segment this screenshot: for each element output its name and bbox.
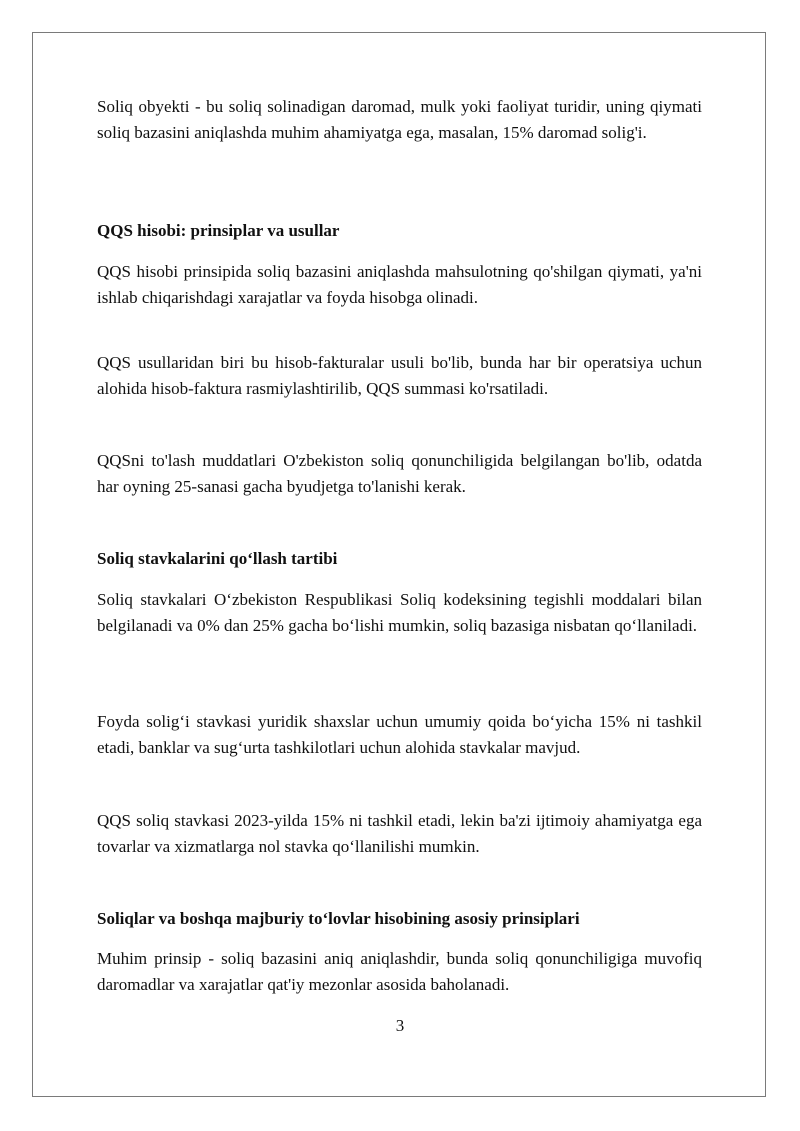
heading-tax-rates: Soliq stavkalarini qo‘llash tartibi bbox=[97, 549, 338, 568]
paragraph-vat-principle: QQS hisobi prinsipida soliq bazasini aniqlashda mahsulotning qo'shilgan qiymati, ya'ni ishlab chiqarishdagi xarajatlar va foyda hisobga olinadi. bbox=[97, 262, 702, 307]
paragraph-profit-tax-rate: Foyda solig‘i stavkasi yuridik shaxslar uchun umumiy qoida bo‘yicha 15% ni tashkil etadi, banklar va sug‘urta tashkilotlari uchun alohida stavkalar mavjud. bbox=[97, 712, 702, 757]
paragraph-tax-rates-code: Soliq stavkalari O‘zbekiston Respublikasi Soliq kodeksining tegishli moddalari bilan belgilanadi va 0% dan 25% gacha bo‘lishi mumkin, soliq bazasiga nisbatan qo‘llaniladi. bbox=[97, 590, 702, 635]
paragraph-important-principle: Muhim prinsip - soliq bazasini aniq aniqlashdir, bunda soliq qonunchiligiga muvofiq daromadlar va xarajatlar qat'iy mezonlar asosida baholanadi. bbox=[97, 949, 702, 994]
paragraph-vat-rate-2023: QQS soliq stavkasi 2023-yilda 15% ni tashkil etadi, lekin ba'zi ijtimoiy ahamiyatga ega tovarlar va xizmatlarga nol stavka qo‘llanilishi mumkin. bbox=[97, 811, 702, 856]
page-number: 3 bbox=[395, 1016, 405, 1035]
heading-vat-accounting: QQS hisobi: prinsiplar va usullar bbox=[97, 221, 340, 240]
paragraph-vat-invoice-method: QQS usullaridan biri bu hisob-fakturalar usuli bo'lib, bunda har bir operatsiya uchun alohida hisob-faktura rasmiylashtirilib, QQS summasi ko'rsatiladi. bbox=[97, 353, 702, 398]
paragraph-vat-payment-terms: QQSni to'lash muddatlari O'zbekiston soliq qonunchiligida belgilangan bo'lib, odatda har oyning 25-sanasi gacha byudjetga to'lanishi kerak. bbox=[97, 451, 702, 496]
heading-mandatory-payments: Soliqlar va boshqa majburiy to‘lovlar hisobining asosiy prinsiplari bbox=[97, 909, 580, 928]
paragraph-tax-object: Soliq obyekti - bu soliq solinadigan daromad, mulk yoki faoliyat turidir, uning qiymati soliq bazasini aniqlashda muhim ahamiyatga ega, masalan, 15% daromad solig'i. bbox=[97, 97, 702, 142]
